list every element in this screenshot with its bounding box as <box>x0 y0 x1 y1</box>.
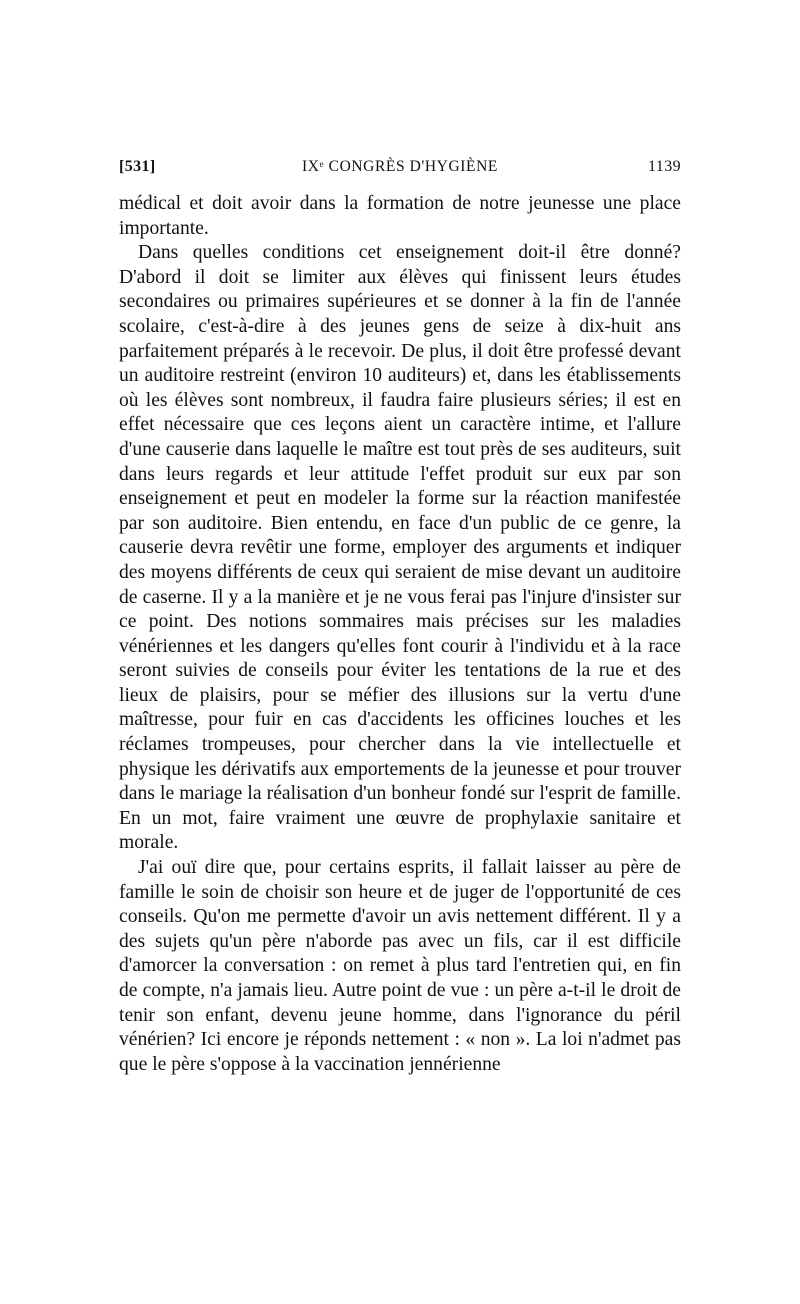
paragraph-father-role: J'ai ouï dire que, pour certains esprits, il fallait laisser au père de famille le soin de choisir son heure et de juger de l'opportunité de ces conseils. Qu'on me permette d'avoir un avis nettement différent. Il y a des sujets qu'un père n'aborde pas avec un fils, car il est difficile d'amorcer la conversation : on remet à plus tard l'entretien qui, en fin de compte, n'a jamais lieu. Autre point de vue : un père a-t-il le droit de tenir son enfant, devenu jeune homme, dans l'ignorance du péril vénérien? Ici encore je réponds nettement : « non ». La loi n'admet pas que le père s'oppose à la vaccination jennérienne <box>119 857 681 1075</box>
page-body <box>119 192 681 1077</box>
page-number: 1139 <box>647 158 681 175</box>
section-number: [531] <box>119 158 156 175</box>
running-title: IXᵉ CONGRÈS D'HYGIÈNE <box>302 158 498 175</box>
paragraph-teaching-conditions: Dans quelles conditions cet enseignement doit-il être donné? D'abord il doit se limiter aux élèves qui finissent leurs études secondaires ou primaires supérieures et se donner à la fin de l'année scolaire, c'est-à-dire à des jeunes gens de seize à dix-huit ans parfaitement préparés à le recevoir. De plus, il doit être professé devant un auditoire restreint (environ 10 auditeurs) et, dans les établissements où les élèves sont nombreux, il faudra faire plusieurs séries; il est en effet nécessaire que ces leçons aient un caractère intime, et l'allure d'une causerie dans laquelle le maître est tout près de ses auditeurs, suit dans leurs regards et leur attitude l'effet produit sur eux par son enseignement et peut en modeler la forme sur la réaction manifestée par son auditoire. Bien entendu, en face d'un public de ce genre, la causerie devra revêtir une forme, employer des arguments et indiquer des moyens différents de ceux qui seraient de mise devant un auditoire de caserne. Il y a la manière et je ne vous ferai pas l'injure d'insister sur ce point. Des notions sommaires mais précises sur les maladies vénériennes et les dangers qu'elles font courir à l'individu et à la race seront suivies de conseils pour éviter les tentations de la rue et des lieux de plaisirs, pour se méfier des illusions sur la vertu d'une maîtresse, pour fuir en cas d'accidents les officines louches et les réclames trompeuses, pour chercher dans la vie intellectuelle et physique les dérivatifs aux emportements de la jeunesse et pour trouver dans le mariage la réalisation d'un bonheur fondé sur l'esprit de famille. En un mot, faire vraiment une œuvre de prophylaxie sanitaire et morale. <box>119 242 681 854</box>
paragraph-continued: médical et doit avoir dans la formation de notre jeunesse une place importante. <box>119 193 681 239</box>
running-header <box>119 158 681 182</box>
